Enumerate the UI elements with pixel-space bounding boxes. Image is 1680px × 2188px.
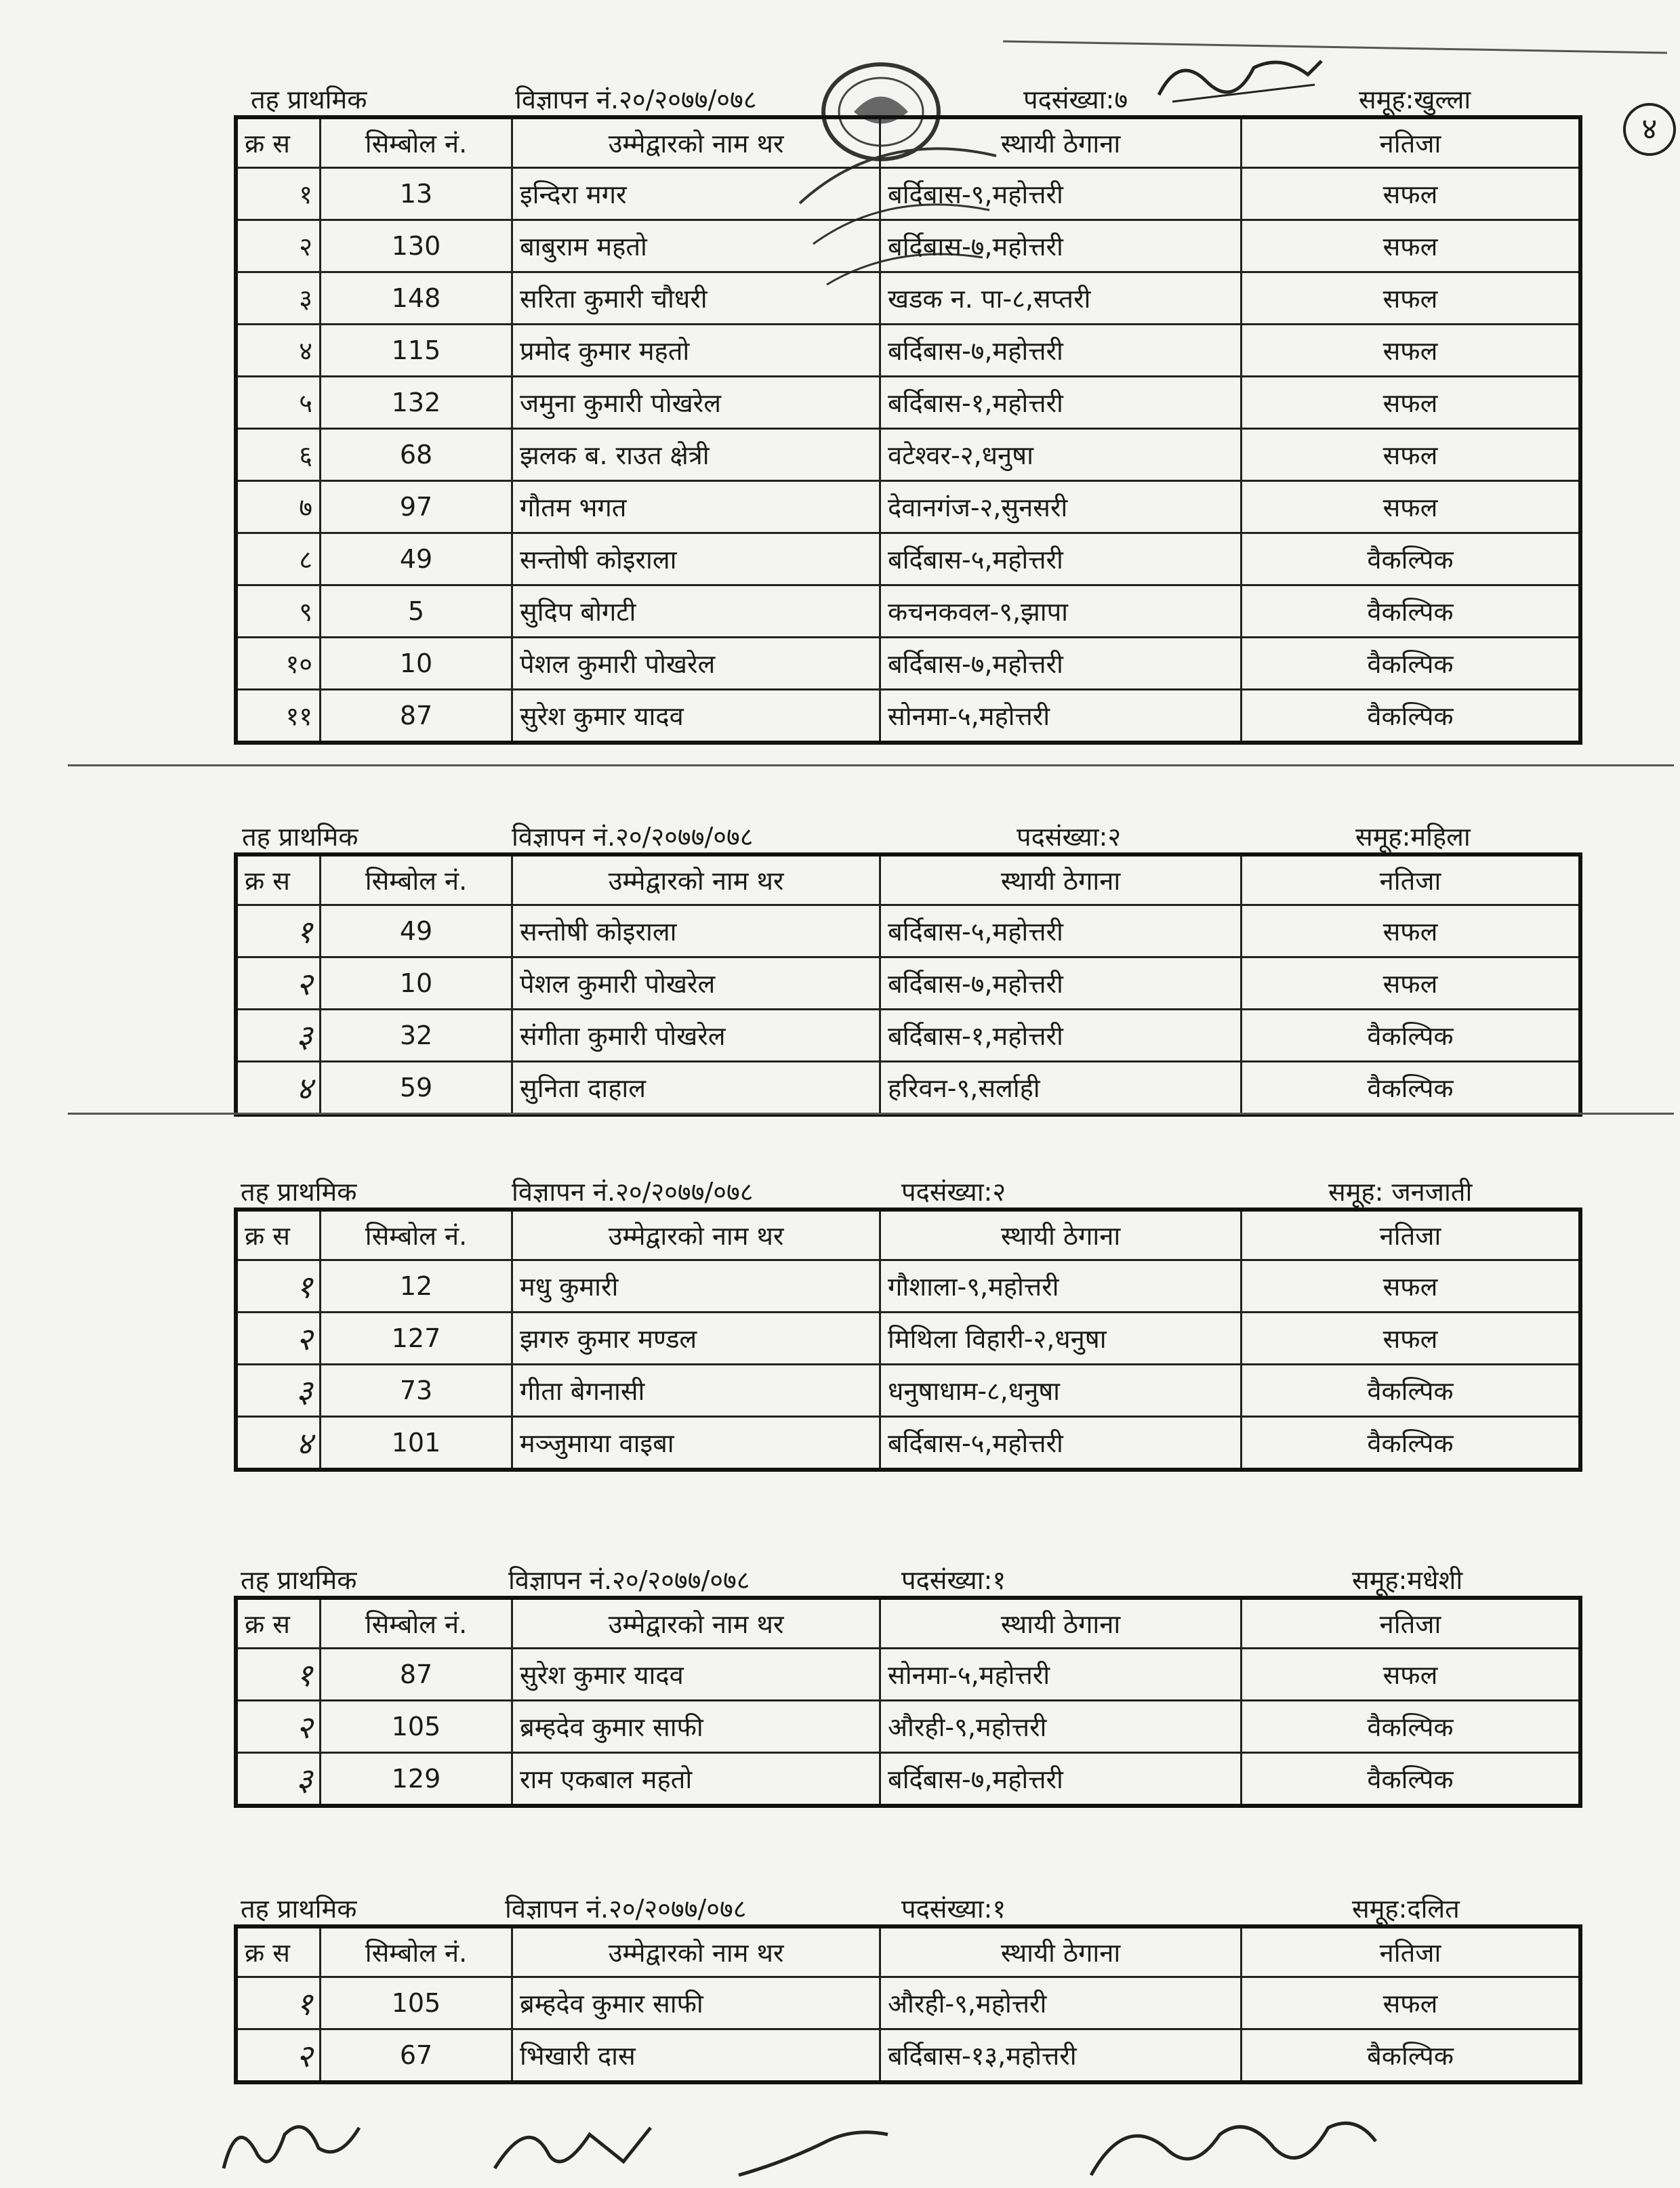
cell-symbol: 5 (321, 585, 512, 638)
col-symbol: सिम्बोल नं. (321, 117, 512, 168)
table-row (236, 533, 1580, 585)
cell-address: बर्दिबास-१,महोत्तरी (880, 377, 1242, 429)
table-block-janajati (234, 1167, 1582, 1472)
cell-symbol: 129 (321, 1753, 512, 1807)
cell-name: सुदिप बोगटी (512, 585, 880, 638)
results-table (234, 852, 1582, 1117)
col-sn: क्र स (236, 1598, 321, 1649)
cell-address: बर्दिबास-७,महोत्तरी (880, 1753, 1242, 1807)
cell-sn: २ (236, 1313, 321, 1365)
column-header-row (236, 1926, 1580, 1977)
col-address: स्थायी ठेगाना (880, 1210, 1242, 1260)
table-row (236, 1365, 1580, 1417)
table-header (234, 812, 1582, 852)
cell-name: पेशल कुमारी पोखरेल (512, 957, 880, 1010)
cell-sn: ४ (236, 1417, 321, 1470)
cell-sn: ७ (236, 481, 321, 533)
cell-result: सफल (1242, 481, 1581, 533)
cell-symbol: 97 (321, 481, 512, 533)
cell-symbol: 130 (321, 220, 512, 272)
table-block-open (234, 75, 1582, 745)
table-row (236, 1062, 1580, 1115)
signature-2-icon (488, 2107, 664, 2182)
cell-result: सफल (1242, 905, 1581, 957)
level-label: तह प्राथमिक (241, 1177, 357, 1207)
cell-symbol: 49 (321, 905, 512, 957)
column-header-row (236, 854, 1580, 905)
cell-name: सुरेश कुमार यादव (512, 690, 880, 743)
notice-number: विज्ञापन नं.२०/२०७७/०७८ (512, 1177, 754, 1207)
cell-symbol: 148 (321, 272, 512, 325)
cell-name: सुरेश कुमार यादव (512, 1649, 880, 1701)
table-row (236, 1260, 1580, 1313)
col-symbol: सिम्बोल नं. (321, 1210, 512, 1260)
cell-result: सफल (1242, 957, 1581, 1010)
cell-address: औरही-९,महोत्तरी (880, 1977, 1242, 2029)
group-label: समूह: जनजाती (1328, 1177, 1473, 1207)
cell-sn: ५ (236, 377, 321, 429)
cell-address: बर्दिबास-९,महोत्तरी (880, 168, 1242, 220)
table-row (236, 1010, 1580, 1062)
cell-symbol: 32 (321, 1010, 512, 1062)
cell-result: सफल (1242, 272, 1581, 325)
table-row (236, 1417, 1580, 1470)
col-sn: क्र स (236, 1926, 321, 1977)
posts-count: पदसंख्या:१ (901, 1894, 1006, 1924)
signature-4-icon (1084, 2107, 1382, 2185)
table-row (236, 272, 1580, 325)
cell-result: सफल (1242, 1260, 1581, 1313)
cell-address: बर्दिबास-१३,महोत्तरी (880, 2029, 1242, 2083)
cell-sn: २ (236, 957, 321, 1010)
cell-name: मधु कुमारी (512, 1260, 880, 1313)
cell-sn: ८ (236, 533, 321, 585)
col-sn: क्र स (236, 1210, 321, 1260)
divider-line (68, 764, 1674, 766)
column-header-row (236, 117, 1580, 168)
results-table (234, 1207, 1582, 1472)
cell-sn: १० (236, 638, 321, 690)
cell-result: वैकल्पिक (1242, 1010, 1581, 1062)
table-block-women (234, 812, 1582, 1117)
cell-result: वैकल्पिक (1242, 1062, 1581, 1115)
cell-name: राम एकबाल महतो (512, 1753, 880, 1807)
col-symbol: सिम्बोल नं. (321, 1598, 512, 1649)
column-header-row (236, 1598, 1580, 1649)
cell-symbol: 49 (321, 533, 512, 585)
cell-symbol: 105 (321, 1701, 512, 1753)
cell-sn: २ (236, 220, 321, 272)
cell-name: भिखारी दास (512, 2029, 880, 2083)
cell-sn: ३ (236, 272, 321, 325)
cell-symbol: 87 (321, 1649, 512, 1701)
table-row (236, 585, 1580, 638)
cell-result: सफल (1242, 220, 1581, 272)
cell-name: झगरु कुमार मण्डल (512, 1313, 880, 1365)
cell-symbol: 10 (321, 957, 512, 1010)
cell-result: सफल (1242, 429, 1581, 481)
cell-result: वैकल्पिक (1242, 1365, 1581, 1417)
cell-result: वैकल्पिक (1242, 533, 1581, 585)
cell-symbol: 73 (321, 1365, 512, 1417)
cell-name: मञ्जुमाया वाइबा (512, 1417, 880, 1470)
cell-address: गौशाला-९,महोत्तरी (880, 1260, 1242, 1313)
col-address: स्थायी ठेगाना (880, 117, 1242, 168)
cell-sn: ९ (236, 585, 321, 638)
table-row (236, 905, 1580, 957)
results-table (234, 115, 1582, 745)
cell-address: औरही-९,महोत्तरी (880, 1701, 1242, 1753)
table-row (236, 1753, 1580, 1807)
notice-number: विज्ञापन नं.२०/२०७७/०७८ (515, 85, 757, 115)
table-row (236, 1701, 1580, 1753)
cell-name: पेशल कुमारी पोखरेल (512, 638, 880, 690)
table-row (236, 1649, 1580, 1701)
group-label: समूह:खुल्ला (1359, 85, 1471, 115)
cell-address: हरिवन-९,सर्लाही (880, 1062, 1242, 1115)
cell-result: सफल (1242, 325, 1581, 377)
cell-address: बर्दिबास-१,महोत्तरी (880, 1010, 1242, 1062)
cell-name: संगीता कुमारी पोखरेल (512, 1010, 880, 1062)
cell-symbol: 132 (321, 377, 512, 429)
cell-result: सफल (1242, 1313, 1581, 1365)
col-result: नतिजा (1242, 117, 1581, 168)
cell-sn: ३ (236, 1365, 321, 1417)
cell-name: ब्रम्हदेव कुमार साफी (512, 1977, 880, 2029)
cell-sn: ६ (236, 429, 321, 481)
col-name: उम्मेद्वारको नाम थर (512, 1926, 880, 1977)
cell-name: जमुना कुमारी पोखरेल (512, 377, 880, 429)
posts-count: पदसंख्या:२ (1017, 822, 1122, 852)
cell-sn: ४ (236, 325, 321, 377)
posts-count: पदसंख्या:१ (901, 1565, 1006, 1595)
cell-sn: १ (236, 905, 321, 957)
cell-result: बैकल्पिक (1242, 2029, 1581, 2083)
col-name: उम्मेद्वारको नाम थर (512, 854, 880, 905)
signature-1-icon (217, 2101, 366, 2182)
cell-symbol: 105 (321, 1977, 512, 2029)
cell-sn: ११ (236, 690, 321, 743)
cell-symbol: 101 (321, 1417, 512, 1470)
cell-address: सोनमा-५,महोत्तरी (880, 690, 1242, 743)
cell-result: सफल (1242, 168, 1581, 220)
cell-symbol: 127 (321, 1313, 512, 1365)
cell-address: बर्दिबास-७,महोत्तरी (880, 220, 1242, 272)
col-sn: क्र स (236, 117, 321, 168)
cell-sn: ३ (236, 1753, 321, 1807)
group-label: समूह:महिला (1355, 822, 1471, 852)
level-label: तह प्राथमिक (241, 1565, 357, 1595)
cell-symbol: 59 (321, 1062, 512, 1115)
cell-sn: २ (236, 1701, 321, 1753)
cell-symbol: 67 (321, 2029, 512, 2083)
cell-address: वटेश्वर-२,धनुषा (880, 429, 1242, 481)
cell-address: मिथिला विहारी-२,धनुषा (880, 1313, 1242, 1365)
table-row (236, 957, 1580, 1010)
cell-name: प्रमोद कुमार महतो (512, 325, 880, 377)
cell-name: सुनिता दाहाल (512, 1062, 880, 1115)
cell-name: सरिता कुमारी चौधरी (512, 272, 880, 325)
cell-symbol: 87 (321, 690, 512, 743)
table-block-madhesi (234, 1555, 1582, 1808)
cell-sn: १ (236, 1260, 321, 1313)
page-number: ४ (1623, 103, 1676, 156)
cell-name: ब्रम्हदेव कुमार साफी (512, 1701, 880, 1753)
col-address: स्थायी ठेगाना (880, 854, 1242, 905)
table-row (236, 638, 1580, 690)
cell-name: सन्तोषी कोइराला (512, 905, 880, 957)
divider-line (68, 1113, 1674, 1115)
cell-name: बाबुराम महतो (512, 220, 880, 272)
cell-sn: ३ (236, 1010, 321, 1062)
table-row (236, 481, 1580, 533)
level-label: तह प्राथमिक (251, 85, 367, 115)
level-label: तह प्राथमिक (241, 1894, 357, 1924)
table-row (236, 168, 1580, 220)
table-row (236, 429, 1580, 481)
table-row (236, 377, 1580, 429)
cell-symbol: 10 (321, 638, 512, 690)
cell-symbol: 68 (321, 429, 512, 481)
cell-sn: १ (236, 1977, 321, 2029)
table-row (236, 690, 1580, 743)
notice-number: विज्ञापन नं.२०/२०७७/०७८ (512, 822, 754, 852)
table-header (234, 75, 1582, 115)
cell-address: कचनकवल-९,झापा (880, 585, 1242, 638)
posts-count: पदसंख्या:७ (1023, 85, 1128, 115)
cell-sn: २ (236, 2029, 321, 2083)
signature-3-icon (732, 2114, 895, 2182)
cell-result: वैकल्पिक (1242, 1753, 1581, 1807)
col-symbol: सिम्बोल नं. (321, 1926, 512, 1977)
notice-number: विज्ञापन नं.२०/२०७७/०७८ (505, 1894, 747, 1924)
col-result: नतिजा (1242, 1598, 1581, 1649)
cell-name: इन्दिरा मगर (512, 168, 880, 220)
cell-address: धनुषाधाम-८,धनुषा (880, 1365, 1242, 1417)
table-row (236, 2029, 1580, 2083)
cell-address: बर्दिबास-७,महोत्तरी (880, 325, 1242, 377)
cell-result: वैकल्पिक (1242, 638, 1581, 690)
col-address: स्थायी ठेगाना (880, 1598, 1242, 1649)
cell-address: सोनमा-५,महोत्तरी (880, 1649, 1242, 1701)
notice-number: विज्ञापन नं.२०/२०७७/०७८ (508, 1565, 750, 1595)
cell-result: वैकल्पिक (1242, 690, 1581, 743)
cell-result: वैकल्पिक (1242, 1417, 1581, 1470)
cell-address: खडक न. पा-८,सप्तरी (880, 272, 1242, 325)
cell-address: बर्दिबास-५,महोत्तरी (880, 905, 1242, 957)
col-address: स्थायी ठेगाना (880, 1926, 1242, 1977)
level-label: तह प्राथमिक (242, 822, 358, 852)
cell-symbol: 115 (321, 325, 512, 377)
cell-name: गीता बेगनासी (512, 1365, 880, 1417)
col-sn: क्र स (236, 854, 321, 905)
table-header (234, 1167, 1582, 1207)
cell-address: बर्दिबास-७,महोत्तरी (880, 638, 1242, 690)
col-symbol: सिम्बोल नं. (321, 854, 512, 905)
col-name: उम्मेद्वारको नाम थर (512, 1598, 880, 1649)
cell-name: झलक ब. राउत क्षेत्री (512, 429, 880, 481)
cell-address: बर्दिबास-५,महोत्तरी (880, 1417, 1242, 1470)
col-result: नतिजा (1242, 854, 1581, 905)
col-result: नतिजा (1242, 1926, 1581, 1977)
results-table (234, 1924, 1582, 2084)
col-name: उम्मेद्वारको नाम थर (512, 117, 880, 168)
cell-symbol: 13 (321, 168, 512, 220)
table-header (234, 1884, 1582, 1924)
cell-result: सफल (1242, 1649, 1581, 1701)
column-header-row (236, 1210, 1580, 1260)
cell-sn: १ (236, 1649, 321, 1701)
cell-address: बर्दिबास-७,महोत्तरी (880, 957, 1242, 1010)
table-block-dalit (234, 1884, 1582, 2084)
cell-address: देवानगंज-२,सुनसरी (880, 481, 1242, 533)
results-table (234, 1596, 1582, 1808)
cell-symbol: 12 (321, 1260, 512, 1313)
table-row (236, 220, 1580, 272)
cell-name: गौतम भगत (512, 481, 880, 533)
cell-result: सफल (1242, 377, 1581, 429)
cell-result: सफल (1242, 1977, 1581, 2029)
cell-address: बर्दिबास-५,महोत्तरी (880, 533, 1242, 585)
col-name: उम्मेद्वारको नाम थर (512, 1210, 880, 1260)
col-result: नतिजा (1242, 1210, 1581, 1260)
cell-name: सन्तोषी कोइराला (512, 533, 880, 585)
cell-sn: ४ (236, 1062, 321, 1115)
posts-count: पदसंख्या:२ (901, 1177, 1006, 1207)
table-header (234, 1555, 1582, 1596)
table-row (236, 1977, 1580, 2029)
table-row (236, 1313, 1580, 1365)
cell-result: वैकल्पिक (1242, 585, 1581, 638)
group-label: समूह:दलित (1352, 1894, 1460, 1924)
cell-sn: १ (236, 168, 321, 220)
cell-result: वैकल्पिक (1242, 1701, 1581, 1753)
top-pen-line (1003, 40, 1667, 54)
table-row (236, 325, 1580, 377)
group-label: समूह:मधेशी (1352, 1565, 1463, 1595)
